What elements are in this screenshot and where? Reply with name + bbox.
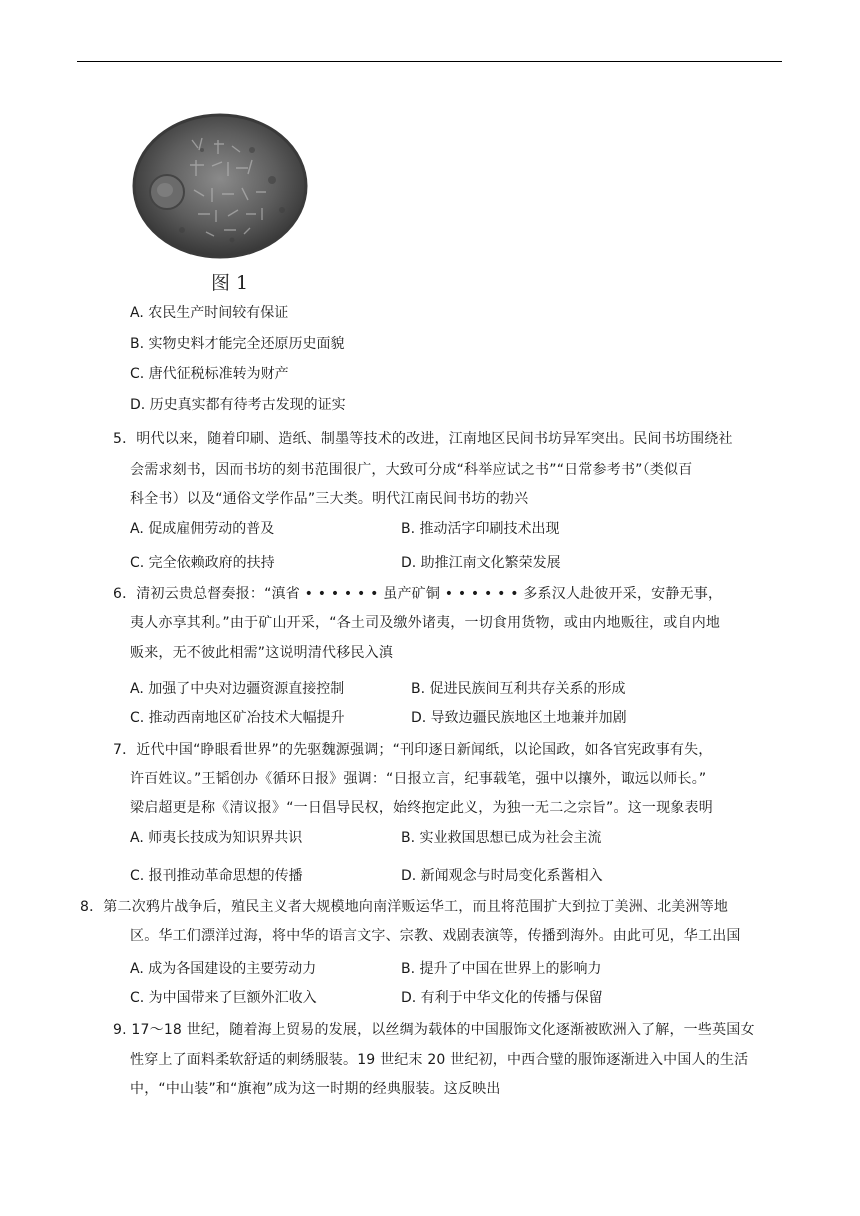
q5-option-a: A. 促成雇佣劳动的普及 — [130, 521, 275, 537]
q5-option-c: C. 完全依赖政府的扶持 — [130, 555, 275, 571]
q9-stem-line-3: 中，“中山装”和“旗袍”成为这一时期的经典服装。这反映出 — [130, 1081, 501, 1097]
q4-option-d: D. 历史真实都有待考古发现的证实 — [130, 397, 346, 413]
q6-option-a: A. 加强了中央对边疆资源直接控制 — [130, 681, 345, 697]
q6-option-d: D. 导致边疆民族地区土地兼并加剧 — [411, 710, 627, 726]
q4-option-a: A. 农民生产时间较有保证 — [130, 305, 289, 321]
q9-stem-line-2: 性穿上了面料柔软舒适的刺绣服装。19 世纪末 20 世纪初，中西合璧的服饰逐渐进入中国人的生活 — [130, 1052, 749, 1068]
q6-stem-line-3: 贩来，无不彼此相需”这说明清代移民入滇 — [130, 645, 394, 661]
coin-figure — [132, 110, 308, 260]
q7-stem-line-1: 7．近代中国“睁眼看世界”的先驱魏源强调；“刊印逐日新闻纸，以论国政，如各官宪政事有失， — [113, 742, 713, 758]
header-rule — [77, 61, 782, 62]
q8-stem-line-1: 8．第二次鸦片战争后，殖民主义者大规模地向南洋贩运华工，而且将范围扩大到拉丁美洲、北美洲等地 — [80, 899, 729, 915]
q7-option-a: A. 师夷长技成为知识界共识 — [130, 830, 303, 846]
q8-option-d: D. 有利于中华文化的传播与保留 — [401, 990, 603, 1006]
q7-stem-line-2: 许百姓议。”王韬创办《循环日报》强调：“日报立言，纪事载笔，强中以攘外，诹远以师长。” — [130, 771, 707, 787]
q7-option-b: B. 实业救国思想已成为社会主流 — [401, 830, 602, 846]
q7-option-c: C. 报刊推动革命思想的传播 — [130, 868, 303, 884]
q5-stem-line-3: 科全书）以及“通俗文学作品”三大类。明代江南民间书坊的勃兴 — [130, 491, 529, 507]
q7-stem-line-3: 梁启超更是称《清议报》“一日倡导民权，始终抱定此义，为独一无二之宗旨”。这一现象表明 — [130, 800, 713, 816]
q9-stem-line-1: 9. 17～18 世纪，随着海上贸易的发展，以丝绸为载体的中国服饰文化逐渐被欧洲入了解，一些英国女 — [113, 1022, 755, 1038]
q8-option-b: B. 提升了中国在世界上的影响力 — [401, 961, 602, 977]
q6-stem-line-1: 6．清初云贵总督奏报：“滇省 • • • • • • 虽产矿铜 • • • • • • 多系汉人赴彼开采，安静无事， — [113, 586, 723, 602]
q8-option-a: A. 成为各国建设的主要劳动力 — [130, 961, 317, 977]
q6-stem-line-2: 夷人亦享其利。”由于矿山开采，“各土司及缴外诸夷，一切食用货物，或由内地贩往，或自内地 — [130, 615, 721, 631]
q6-option-c: C. 推动西南地区矿冶技术大幅提升 — [130, 710, 345, 726]
q4-option-c: C. 唐代征税标准转为财产 — [130, 366, 289, 382]
q5-stem-line-1: 5．明代以来，随着印刷、造纸、制墨等技术的改进，江南地区民间书坊异军突出。民间书坊围绕社 — [113, 431, 733, 447]
q6-option-b: B. 促进民族间互利共存关系的形成 — [411, 681, 626, 697]
q8-option-c: C. 为中国带来了巨额外汇收入 — [130, 990, 317, 1006]
q8-stem-line-2: 区。华工们漂洋过海，将中华的语言文字、宗教、戏剧表演等，传播到海外。由此可见，华工出国 — [130, 928, 741, 944]
q5-option-b: B. 推动活字印刷技术出现 — [401, 521, 560, 537]
q5-option-d: D. 助推江南文化繁荣发展 — [401, 555, 561, 571]
q7-option-d: D. 新闻观念与时局变化系酱相入 — [401, 868, 603, 884]
figure-caption: 图 1 — [211, 272, 249, 294]
q4-option-b: B. 实物史料才能完全还原历史面貌 — [130, 336, 345, 352]
q5-stem-line-2: 会需求刻书，因而书坊的刻书范围很广，大致可分成“科举应试之书”“日常参考书”（类似百 — [130, 462, 693, 478]
